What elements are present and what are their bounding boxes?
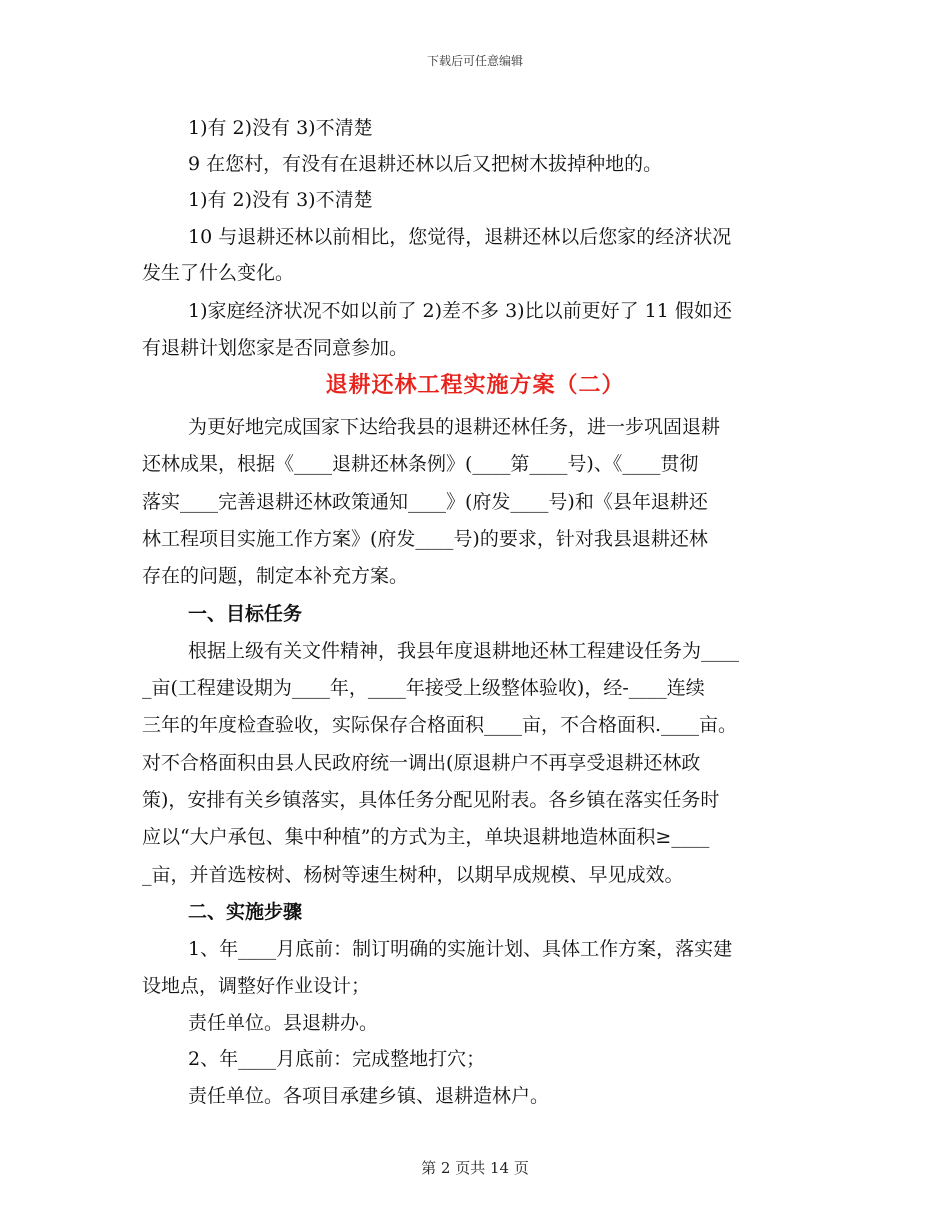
text-line: _亩(工程建设期为____年，____年接受上级整体验收)，经-____连续 [142,677,705,699]
text-line: 设地点，调整好作业设计； [142,975,371,997]
text-line: 发生了什么变化。 [142,262,295,284]
text-line: 林工程项目实施工作方案》(府发____号)的要求，针对我县退耕还林 [142,528,708,550]
text-line: 为更好地完成国家下达给我县的退耕还林任务，进一步巩固退耕 [188,416,721,438]
text-line: 有退耕计划您家是否同意参加。 [142,337,409,359]
text-line: 应以“大户承包、集中种植”的方式为主，单块退耕地造林面积≥____ [142,826,710,848]
text-line: 责任单位。县退耕办。 [188,1012,379,1034]
text-line: 还林成果，根据《____退耕还林条例》(____第____号)、《____贯彻 [142,453,699,475]
text-line: 10 与退耕还林以前相比，您觉得，退耕还林以后您家的经济状况 [188,226,732,248]
page-footer: 第 2 页共 14 页 [421,1159,529,1177]
text-line: 根据上级有关文件精神，我县年度退耕地还林工程建设任务为____ [188,640,740,662]
text-line: 1、年____月底前：制订明确的实施计划、具体工作方案，落实建 [188,938,733,960]
text-line: 9 在您村，有没有在退耕还林以后又把树木拔掉种地的。 [188,153,663,175]
section-title: 退耕还林工程实施方案（二） [325,372,625,398]
page-header: 下载后可任意编辑 [426,54,523,68]
text-line: 对不合格面积由县人民政府统一调出(原退耕户不再享受退耕还林政 [142,752,701,774]
heading-implementation-steps: 二、实施步骤 [188,901,303,923]
text-line: 2、年____月底前：完成整地打穴； [188,1048,486,1070]
text-line: _亩，并首选桉树、杨树等速生树种，以期早成规模、早见成效。 [142,864,684,886]
text-line: 三年的年度检查验收，实际保存合格面积____亩，不合格面积.____亩。 [142,714,738,736]
text-line: 策)，安排有关乡镇落实，具体任务分配见附表。各乡镇在落实任务时 [142,789,720,811]
text-line: 责任单位。各项目承建乡镇、退耕造林户。 [188,1085,550,1107]
text-line: 1)有 2)没有 3)不清楚 [188,117,373,139]
text-line: 1)有 2)没有 3)不清楚 [188,189,373,211]
heading-target-tasks: 一、目标任务 [188,603,303,625]
text-line: 1)家庭经济状况不如以前了 2)差不多 3)比以前更好了 11 假如还 [188,300,732,322]
text-line: 存在的问题，制定本补充方案。 [142,565,409,587]
text-line: 落实____完善退耕还林政策通知____》(府发____号)和《县年退耕还 [142,491,708,513]
